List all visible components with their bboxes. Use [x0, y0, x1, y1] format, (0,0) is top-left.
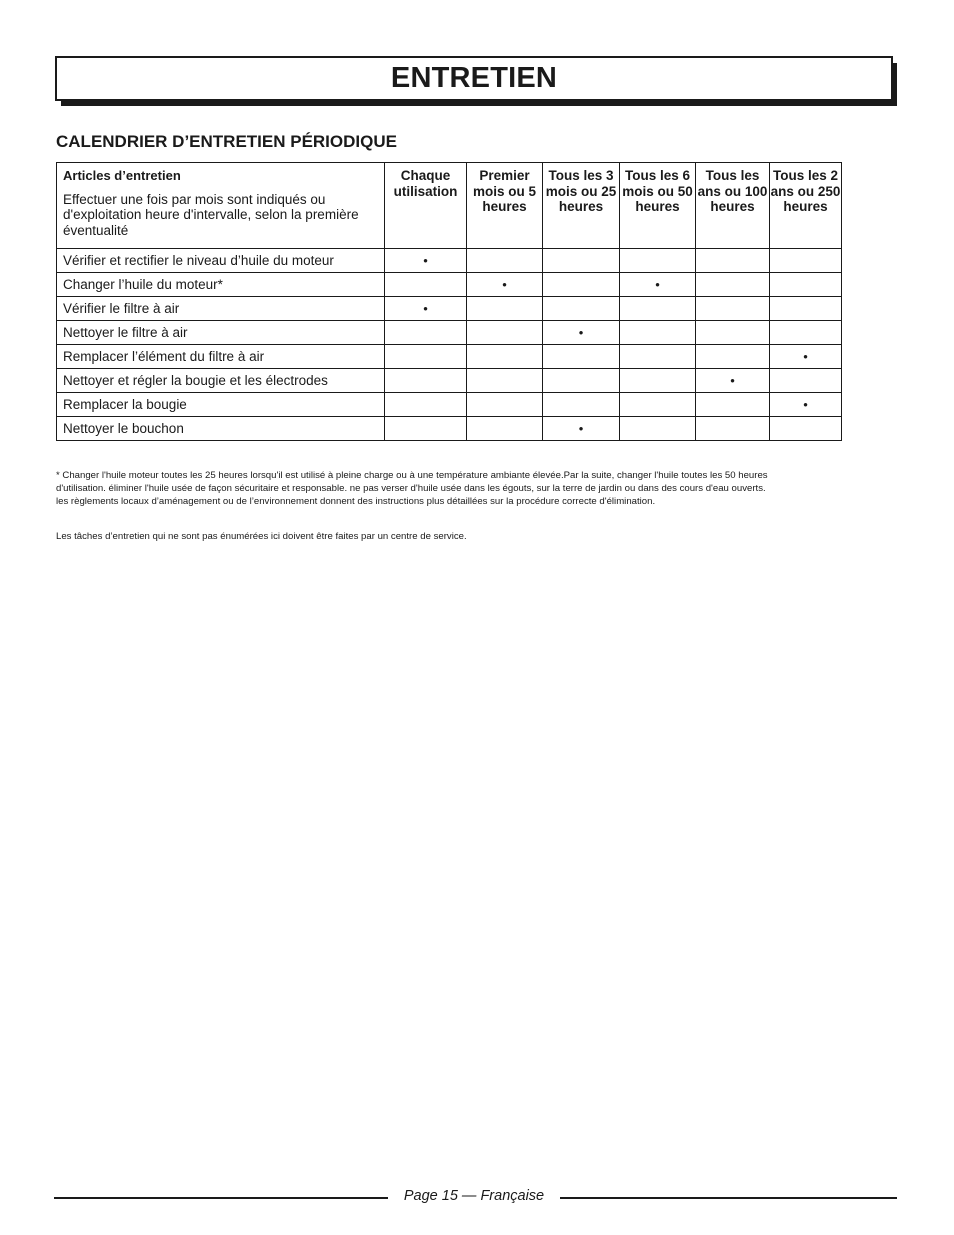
page-footer-label: Page 15 — Française	[403, 1188, 545, 1204]
schedule-mark	[696, 393, 770, 417]
schedule-mark	[467, 321, 543, 345]
table-row	[57, 249, 842, 273]
schedule-mark	[543, 249, 620, 273]
maintenance-schedule-table	[56, 162, 842, 441]
schedule-mark	[467, 369, 543, 393]
title-banner-box	[55, 56, 893, 101]
items-header-description: Effectuer une fois par mois sont indiqués ou d'exploitation heure d'intervalle, selon la première éventualité	[63, 191, 359, 238]
schedule-mark	[696, 273, 770, 297]
schedule-mark	[467, 393, 543, 417]
schedule-mark: •	[467, 273, 543, 297]
column-header: Tous les 2 ans ou 250 heures	[770, 163, 842, 249]
column-header: Tous les 3 mois ou 25 heures	[543, 163, 620, 249]
schedule-mark	[770, 297, 842, 321]
schedule-mark	[696, 297, 770, 321]
schedule-mark	[467, 249, 543, 273]
maintenance-item: Nettoyer le bouchon	[57, 417, 385, 441]
schedule-mark	[543, 345, 620, 369]
schedule-mark	[770, 369, 842, 393]
schedule-mark	[620, 393, 696, 417]
table-row	[57, 417, 842, 441]
schedule-mark: •	[385, 249, 467, 273]
schedule-mark	[385, 369, 467, 393]
page-title: ENTRETIEN	[390, 62, 558, 94]
schedule-mark	[543, 393, 620, 417]
oil-change-footnote: * Changer l'huile moteur toutes les 25 heures lorsqu'il est utilisé à pleine charge ou à une température ambiante élevée.Par la suite, changer l'huile toutes les 50 heures d'utilisation. éliminer l'huile usée de façon sécuritaire et responsable. ne pas verser d'huile usée dans les égouts, sur la terre de jardin ou dans des cours d'eau ouverts. les règlements locaux d’aménagement ou de l’environnement donnent des instructions plus détaillées sur la procédure correcte d'élimination.	[56, 470, 768, 507]
table-row	[57, 321, 842, 345]
schedule-mark: •	[696, 369, 770, 393]
maintenance-item: Remplacer la bougie	[57, 393, 385, 417]
schedule-mark: •	[543, 321, 620, 345]
maintenance-item: Nettoyer le filtre à air	[57, 321, 385, 345]
schedule-mark	[620, 249, 696, 273]
table-header-row	[57, 163, 842, 249]
schedule-mark	[620, 345, 696, 369]
schedule-mark: •	[620, 273, 696, 297]
schedule-mark: •	[770, 393, 842, 417]
schedule-mark: •	[543, 417, 620, 441]
schedule-mark	[385, 273, 467, 297]
schedule-mark	[620, 297, 696, 321]
schedule-mark	[385, 393, 467, 417]
table-row	[57, 297, 842, 321]
schedule-mark	[696, 321, 770, 345]
table-row	[57, 369, 842, 393]
schedule-mark	[467, 297, 543, 321]
maintenance-item: Vérifier et rectifier le niveau d’huile du moteur	[57, 249, 385, 273]
schedule-mark	[385, 417, 467, 441]
column-header: Tous les ans ou 100 heures	[696, 163, 770, 249]
schedule-mark	[696, 345, 770, 369]
column-header: Tous les 6 mois ou 50 heures	[620, 163, 696, 249]
table-row	[57, 345, 842, 369]
schedule-mark	[385, 321, 467, 345]
schedule-mark: •	[385, 297, 467, 321]
schedule-mark	[467, 417, 543, 441]
schedule-mark	[543, 297, 620, 321]
schedule-mark	[620, 321, 696, 345]
column-header: Chaque utilisation	[385, 163, 467, 249]
schedule-mark	[620, 417, 696, 441]
schedule-mark	[543, 369, 620, 393]
table-row	[57, 273, 842, 297]
items-header-cell	[57, 163, 385, 249]
maintenance-item: Vérifier le filtre à air	[57, 297, 385, 321]
maintenance-item: Changer l’huile du moteur*	[57, 273, 385, 297]
schedule-mark: •	[770, 345, 842, 369]
schedule-mark	[770, 249, 842, 273]
schedule-mark	[385, 345, 467, 369]
footer-rule-left	[54, 1197, 388, 1199]
schedule-mark	[543, 273, 620, 297]
footer-rule-right	[560, 1197, 897, 1199]
table-row	[57, 393, 842, 417]
page-title-banner	[55, 56, 898, 107]
schedule-mark	[467, 345, 543, 369]
section-heading: CALENDRIER D’ENTRETIEN PÉRIODIQUE	[56, 132, 397, 151]
schedule-mark	[770, 417, 842, 441]
service-center-note: Les tâches d’entretien qui ne sont pas énumérées ici doivent être faites par un centre de service.	[56, 531, 467, 542]
schedule-mark	[696, 249, 770, 273]
maintenance-item: Nettoyer et régler la bougie et les électrodes	[57, 369, 385, 393]
schedule-mark	[770, 321, 842, 345]
schedule-mark	[770, 273, 842, 297]
items-header-title: Articles d’entretien	[63, 168, 181, 183]
maintenance-item: Remplacer l’élément du filtre à air	[57, 345, 385, 369]
column-header: Premier mois ou 5 heures	[467, 163, 543, 249]
schedule-mark	[696, 417, 770, 441]
schedule-mark	[620, 369, 696, 393]
